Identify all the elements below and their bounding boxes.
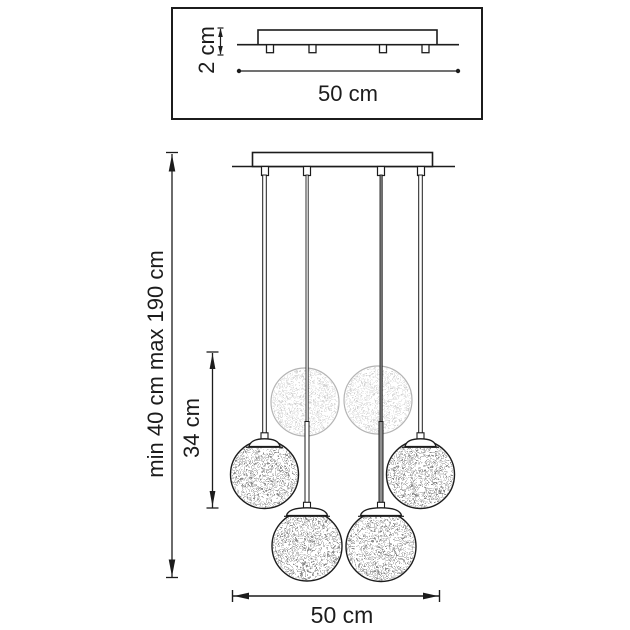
- overall-width-dimension: [233, 590, 440, 602]
- globe-cap-bottom-left: [284, 502, 330, 516]
- canopy-width-label: 50 cm: [318, 81, 378, 106]
- cord-1: [263, 175, 267, 433]
- cord-3: [380, 175, 382, 422]
- pendant-globe-bottom-right: [345, 511, 419, 585]
- pendant-globe-bottom-left: [271, 510, 345, 584]
- globe-cap-left: [246, 433, 283, 448]
- canopy-plate-side-view: [258, 30, 437, 45]
- pendant-globe-left: [229, 439, 301, 511]
- canopy-cord-hooks: [267, 45, 430, 53]
- cord-connectors: [262, 167, 425, 176]
- rod-3: [379, 422, 383, 503]
- globe-drop-label: 34 cm: [179, 398, 204, 458]
- globe-texture: [229, 439, 301, 511]
- globe-cap-right: [402, 433, 439, 448]
- cord-2: [306, 175, 308, 422]
- suspension-range-label: min 40 cm max 190 cm: [143, 250, 168, 478]
- pendant-globe-back-right: [342, 364, 414, 436]
- pendant-fixture-view: [143, 153, 457, 629]
- canopy-detail-inset: [172, 8, 482, 119]
- pendant-globe-right: [385, 439, 457, 511]
- ceiling-plate: [253, 153, 433, 167]
- canopy-thickness-label: 2 cm: [194, 26, 219, 74]
- rod-2: [305, 422, 309, 503]
- globe-texture: [342, 364, 414, 436]
- overall-width-label: 50 cm: [310, 602, 374, 628]
- globe-texture: [385, 439, 457, 511]
- globe-cap-bottom-right: [358, 502, 404, 516]
- globe-drop-dimension-arrow: [207, 352, 219, 508]
- cord-4: [419, 175, 423, 433]
- canopy-width-dimension-line: [237, 69, 460, 73]
